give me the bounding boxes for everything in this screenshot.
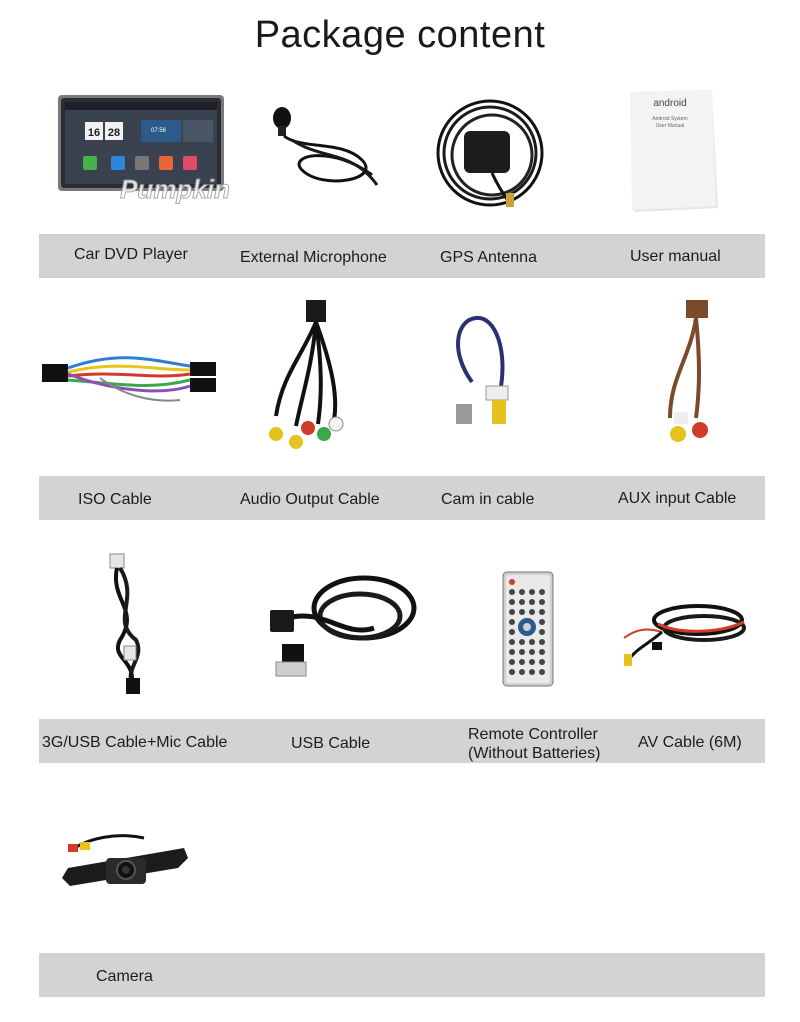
manual-logo: android [653, 98, 687, 109]
remote-controller-image [500, 570, 558, 688]
item-label-cam-in-cable: Cam in cable [441, 491, 535, 508]
item-label-av-cable: AV Cable (6M) [638, 734, 742, 751]
item-label-external-microphone: External Microphone [240, 249, 387, 266]
cam-in-cable-image [446, 312, 526, 442]
item-label-aux-input-cable: AUX input Cable [618, 490, 737, 507]
audio-output-cable-image [262, 296, 352, 464]
car-dvd-player-image [55, 90, 230, 210]
av-cable-image [618, 598, 754, 674]
screen-hour: 16 [87, 127, 101, 139]
manual-line1: Android System [652, 116, 688, 122]
microphone-image [262, 100, 392, 200]
brand-watermark: Pumpkin [120, 174, 230, 204]
gps-antenna-image [432, 95, 552, 215]
manual-line2: User Manual [655, 123, 685, 129]
item-label-user-manual: User manual [630, 248, 721, 265]
item-label-camera: Camera [96, 968, 153, 985]
iso-cable-image [40, 340, 220, 410]
usb-cable-image [264, 558, 424, 688]
camera-image [58, 828, 192, 892]
item-label-iso-cable: ISO Cable [78, 491, 152, 508]
screen-minute: 28 [107, 127, 121, 139]
item-label-car-dvd-player: Car DVD Player [74, 246, 188, 263]
screen-time: 07:56 [151, 128, 167, 134]
item-label-audio-output-cable: Audio Output Cable [240, 491, 380, 508]
user-manual-image [624, 88, 724, 216]
usb-mic-cable-image [100, 550, 160, 700]
item-label-remote-controller: Remote Controller [468, 726, 598, 743]
page-title: Package content [254, 14, 546, 56]
item-label-usb-cable: USB Cable [291, 735, 371, 752]
item-label-usb-mic-cable: 3G/USB Cable+Mic Cable [42, 734, 228, 751]
aux-input-cable-image [640, 298, 730, 458]
item-label-remote-controller-note: (Without Batteries) [468, 745, 601, 762]
item-label-gps-antenna: GPS Antenna [440, 249, 537, 266]
